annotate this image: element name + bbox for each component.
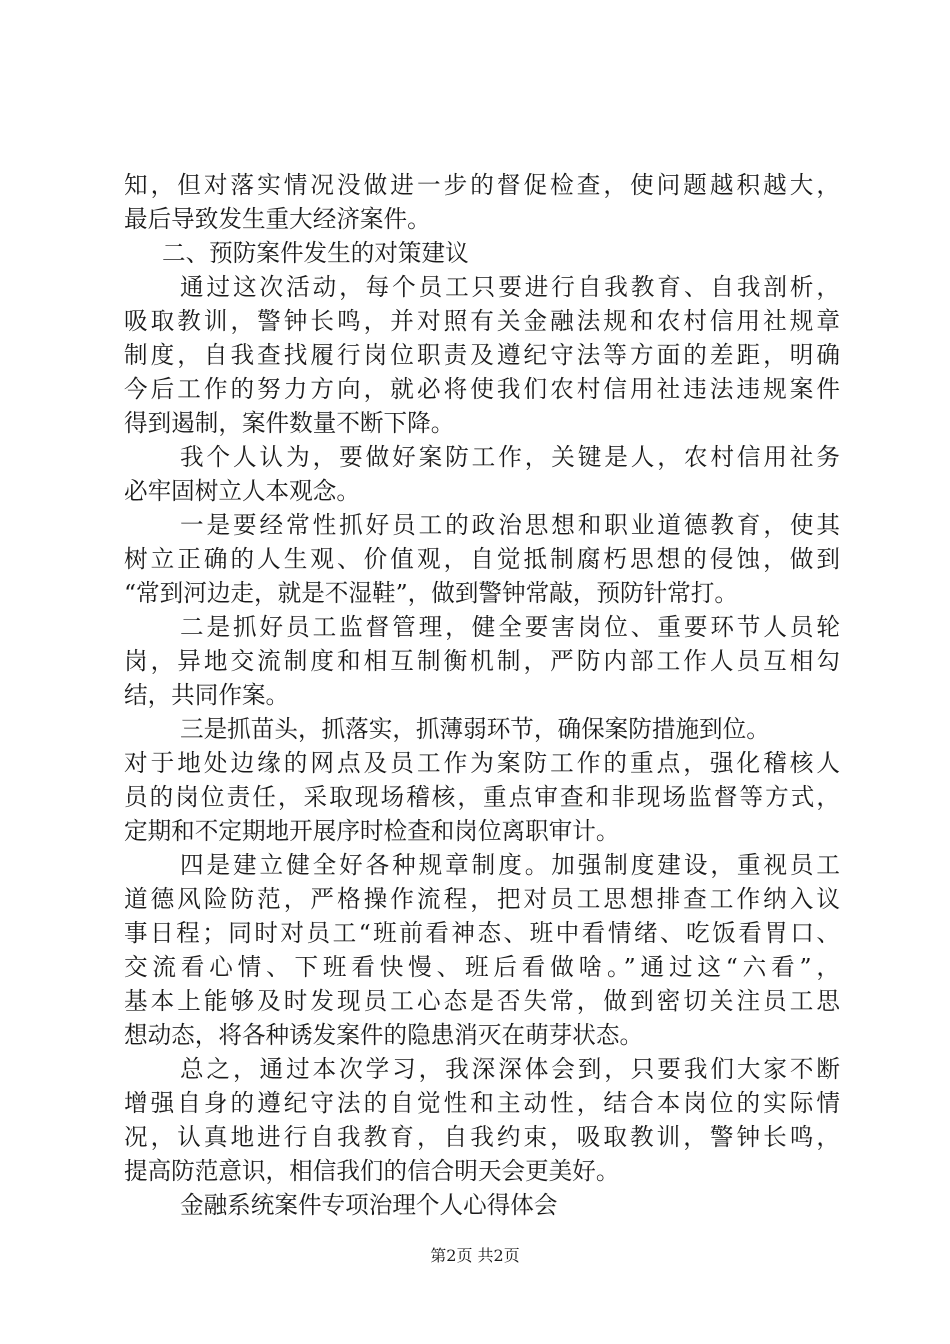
- text-line: 结，共同作案。: [124, 681, 290, 709]
- text-line: 交流看心情、下班看快慢、班后看做啥。”通过这“六看”，: [124, 953, 840, 981]
- text-line: 三是抓苗头，抓落实，抓薄弱环节，确保案防措施到位。: [180, 715, 770, 743]
- text-line: 定期和不定期地开展序时检查和岗位离职审计。: [124, 817, 620, 845]
- text-line: 总之，通过本次学习，我深深体会到，只要我们大家不断: [180, 1055, 840, 1083]
- text-line: 二、预防案件发生的对策建议: [162, 239, 469, 267]
- text-line: 岗，异地交流制度和相互制衡机制，严防内部工作人员互相勾: [124, 647, 840, 675]
- text-line: 提高防范意识，相信我们的信合明天会更美好。: [124, 1157, 620, 1185]
- text-line: 制度，自我查找履行岗位职责及遵纪守法等方面的差距，明确: [124, 341, 840, 369]
- text-line: 一是要经常性抓好员工的政治思想和职业道德教育，使其: [180, 511, 840, 539]
- text-line: 二是抓好员工监督管理，健全要害岗位、重要环节人员轮: [180, 613, 840, 641]
- text-line: 基本上能够及时发现员工心态是否失常，做到密切关注员工思: [124, 987, 840, 1015]
- text-line: 况，认真地进行自我教育，自我约束，吸取教训，警钟长鸣，: [124, 1123, 840, 1151]
- text-line: 知，但对落实情况没做进一步的督促检查，使问题越积越大，: [124, 171, 840, 199]
- text-line: 最后导致发生重大经济案件。: [124, 205, 431, 233]
- text-line: 通过这次活动，每个员工只要进行自我教育、自我剖析，: [180, 273, 840, 301]
- text-line: 想动态，将各种诱发案件的隐患消灭在萌芽状态。: [124, 1021, 644, 1049]
- text-line: 必牢固树立人本观念。: [124, 477, 360, 505]
- text-line: 树立正确的人生观、价值观，自觉抵制腐朽思想的侵蚀，做到: [124, 545, 840, 573]
- text-line: 道德风险防范，严格操作流程，把对员工思想排查工作纳入议: [124, 885, 840, 913]
- text-line: 吸取教训，警钟长鸣，并对照有关金融法规和农村信用社规章: [124, 307, 840, 335]
- text-line: 得到遏制，案件数量不断下降。: [124, 409, 455, 437]
- text-line: 员的岗位责任，采取现场稽核，重点审查和非现场监督等方式，: [124, 783, 840, 811]
- text-line: 四是建立健全好各种规章制度。加强制度建设，重视员工: [180, 851, 840, 879]
- text-line: 事日程；同时对员工“班前看神态、班中看情绪、吃饭看胃口、: [124, 919, 840, 947]
- text-line: 金融系统案件专项治理个人心得体会: [180, 1191, 558, 1219]
- text-line: 我个人认为，要做好案防工作，关键是人，农村信用社务: [180, 443, 840, 471]
- text-line: 今后工作的努力方向，就必将使我们农村信用社违法违规案件: [124, 375, 840, 403]
- document-body: [124, 168, 840, 1222]
- text-line: 对于地处边缘的网点及员工作为案防工作的重点，强化稽核人: [124, 749, 840, 777]
- page-footer: 第2页 共2页: [430, 1246, 520, 1265]
- text-line: “常到河边走，就是不湿鞋”，做到警钟常敲，预防针常打。: [124, 579, 738, 607]
- text-line: 增强自身的遵纪守法的自觉性和主动性，结合本岗位的实际情: [124, 1089, 840, 1117]
